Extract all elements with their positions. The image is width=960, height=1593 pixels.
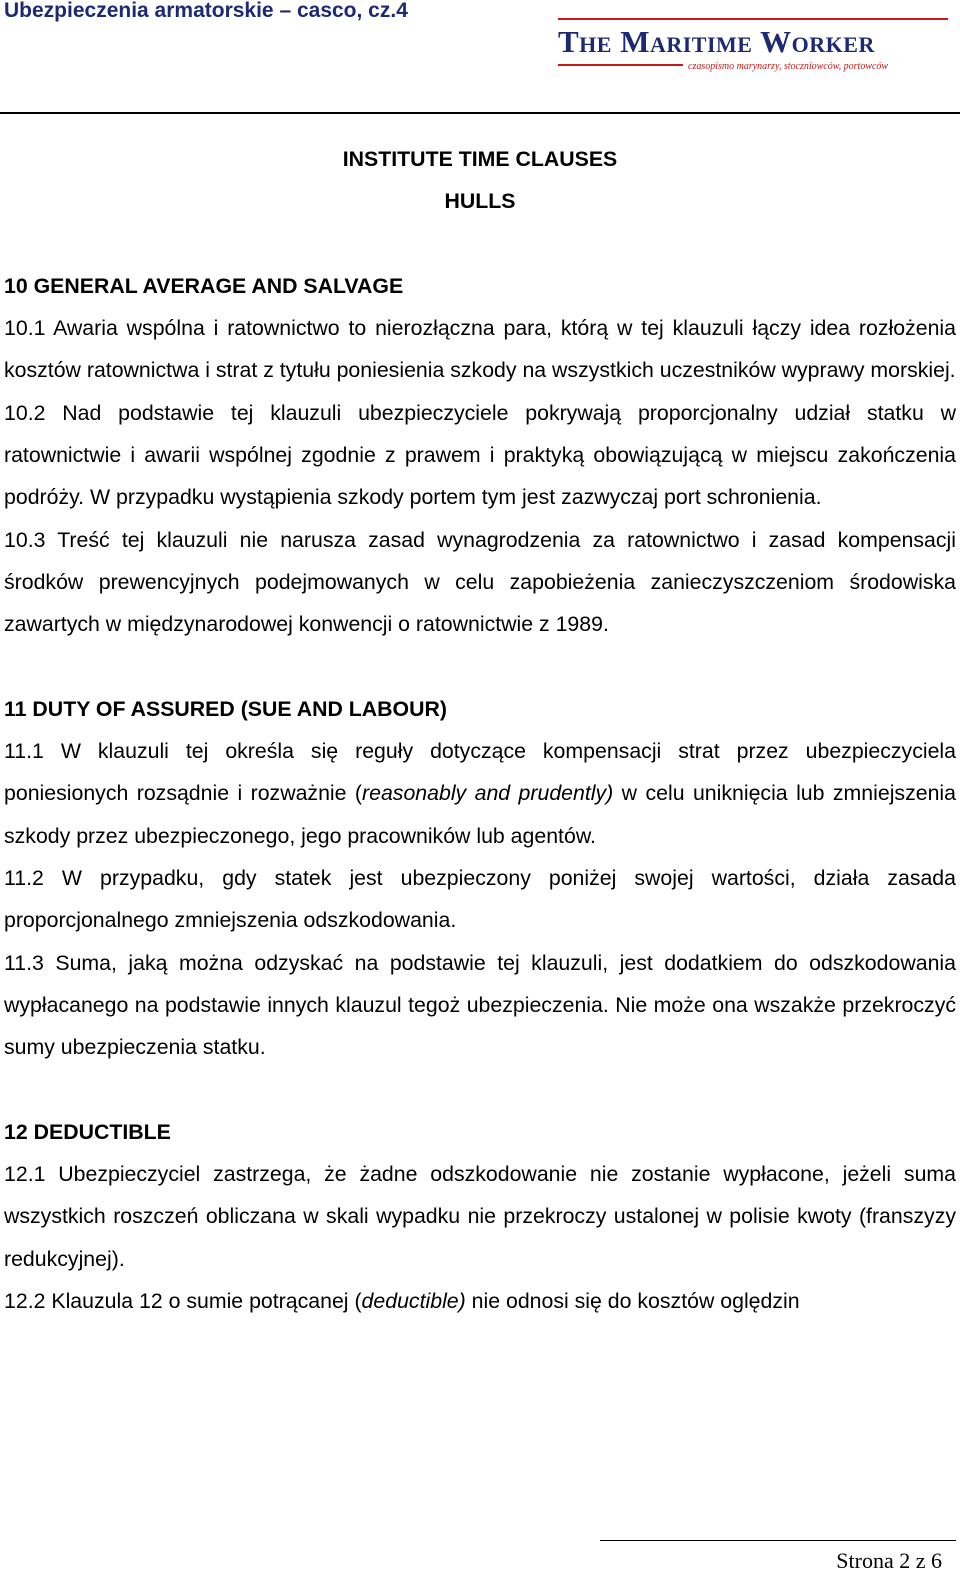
paragraph-11-3: 11.3 Suma, jaką można odzyskać na podstawie tej klauzuli, jest dodatkiem do odszkodowania wypłacanego na podstawie innych klauzul tegoż ubezpieczenia. Nie może ona wszakże przekroczyć sumy ubezpieczenia statku. — [4, 950, 956, 1060]
title-line-1: INSTITUTE TIME CLAUSES — [342, 147, 618, 171]
logo-tagline: czasopismo marynarzy, stoczniowców, portowców — [688, 61, 889, 72]
document-title: Ubezpieczenia armatorskie – casco, cz.4 — [4, 0, 408, 22]
title-line-2: HULLS — [444, 189, 516, 214]
document-body — [4, 138, 956, 1322]
section-11-heading: 11 DUTY OF ASSURED (SUE AND LABOUR) — [4, 696, 447, 721]
section-12-heading: 12 DEDUCTIBLE — [4, 1119, 171, 1144]
logo-top-line — [558, 18, 948, 20]
paragraph-12-2-emphasis: deductible) — [361, 1289, 466, 1314]
paragraph-10-3: 10.3 Treść tej klauzuli nie narusza zasad wynagrodzenia za ratownictwo i zasad kompensacji środków prewencyjnych podejmowanych w celu zapobieżenia zanieczyszczeniom środowiska zawartych w międzynarodowej konwencji o ratownictwie z 1989. — [4, 527, 956, 637]
paragraph-11-1 — [4, 730, 956, 857]
page-number: Strona 2 z 6 — [836, 1548, 942, 1573]
paragraph-12-1: 12.1 Ubezpieczyciel zastrzega, że żadne odszkodowanie nie zostanie wypłacone, jeżeli suma wszystkich roszczeń obliczana w skali wypadku nie przekroczy ustalonej w polisie kwoty (franszyzy redukcyjnej). — [4, 1162, 956, 1271]
spacer — [4, 646, 956, 688]
paragraph-12-2-part-a: 12.2 Klauzula 12 o sumie potrącanej ( — [4, 1289, 362, 1314]
paragraph-11-1-part-b: w celu uniknięcia lub zmniejszenia szkody przez ubezpieczonego, jego pracowników lub agentów. — [4, 781, 956, 848]
paragraph-10-1: 10.1 Awaria wspólna i ratownictwo to nierozłączna para, którą w tej klauzuli łączy idea rozłożenia kosztów ratownictwa i strat z tytułu poniesienia szkody na wszystkich uczestników wyprawy morskiej. — [4, 316, 956, 383]
paragraph-11-1-part-a: 11.1 W klauzuli tej określa się reguły dotyczące kompensacji strat przez ubezpieczyciela poniesionych rozsądnie i rozważnie ( — [4, 739, 956, 806]
paragraph-12-2 — [4, 1280, 956, 1322]
paragraph-11-1-emphasis: reasonably and prudently) — [362, 781, 614, 806]
paragraph-11-2: 11.2 W przypadku, gdy statek jest ubezpieczony poniżej swojej wartości, działa zasada proporcjonalnego zmniejszenia odszkodowania. — [4, 866, 956, 933]
section-10-heading: 10 GENERAL AVERAGE AND SALVAGE — [4, 273, 404, 298]
page-header — [0, 0, 960, 115]
spacer — [4, 1069, 956, 1111]
maritime-worker-logo — [558, 14, 958, 74]
header-divider — [0, 112, 960, 114]
paragraph-10-2: 10.2 Nad podstawie tej klauzuli ubezpieczyciele pokrywają proporcjonalny udział statku w ratownictwie i awarii wspólnej zgodnie z prawem i praktyką obowiązującą w miejscu zakończenia podróży. W przypadku wystąpienia szkody portem tym jest zazwyczaj port schronienia. — [4, 400, 956, 510]
paragraph-12-2-part-b: nie odnosi się do kosztów oględzin — [465, 1289, 800, 1314]
spacer — [4, 223, 956, 265]
logo-text: The Maritime Worker — [558, 24, 875, 59]
logo-bottom-line — [558, 64, 683, 66]
